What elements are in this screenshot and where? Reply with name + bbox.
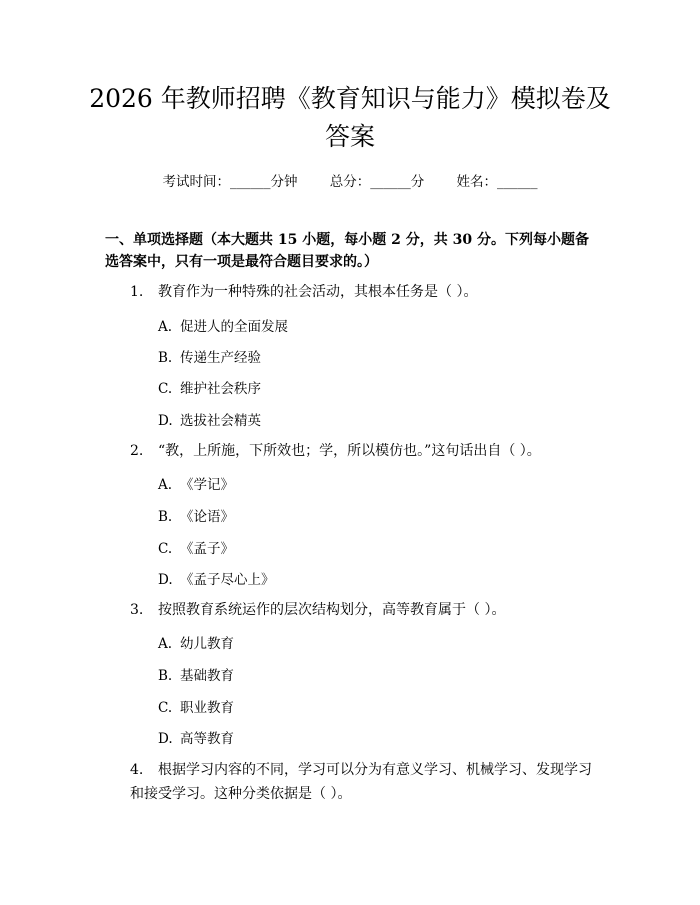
- exam-meta: [0, 170, 700, 190]
- option-text: 高等教育: [180, 731, 234, 747]
- option-2b[interactable]: [158, 505, 234, 525]
- student-name-field: 姓名：______: [456, 174, 538, 190]
- option-1b[interactable]: [158, 346, 261, 366]
- question-3: [130, 598, 600, 622]
- option-text: 幼儿教育: [180, 636, 234, 652]
- option-text: 《学记》: [180, 477, 234, 493]
- option-1a[interactable]: [158, 315, 288, 335]
- option-letter: C.: [158, 381, 173, 397]
- question-1: [130, 280, 600, 304]
- option-text: 传递生产经验: [180, 350, 261, 366]
- question-number: 2.: [130, 443, 144, 459]
- option-letter: A.: [158, 636, 173, 652]
- option-letter: B.: [158, 668, 173, 684]
- option-letter: D.: [158, 413, 173, 429]
- option-text: 《孟子尽心上》: [180, 572, 275, 588]
- option-letter: B.: [158, 509, 173, 525]
- option-3c[interactable]: [158, 696, 234, 716]
- question-number: 1.: [130, 284, 144, 300]
- option-text: 维护社会秩序: [180, 381, 261, 397]
- option-text: 职业教育: [180, 700, 234, 716]
- option-3a[interactable]: [158, 632, 234, 652]
- section-heading: 一、单项选择题（本大题共 15 小题，每小题 2 分，共 30 分。下列每小题备选答案中，只有一项是最符合题目要求的。）: [105, 232, 589, 270]
- option-letter: A.: [158, 319, 173, 335]
- option-2c[interactable]: [158, 537, 234, 557]
- question-2: [130, 439, 600, 463]
- question-text: “教，上所施，下所效也；学，所以模仿也。”这句话出自（ ）。: [158, 443, 541, 459]
- option-3d[interactable]: [158, 727, 234, 747]
- option-text: 促进人的全面发展: [180, 319, 288, 335]
- question-number: 4.: [130, 762, 144, 778]
- option-letter: D.: [158, 731, 173, 747]
- total-score-field: 总分：______分: [329, 174, 425, 190]
- option-3b[interactable]: [158, 664, 234, 684]
- option-letter: D.: [158, 572, 173, 588]
- option-2d[interactable]: [158, 568, 275, 588]
- option-text: 《孟子》: [180, 541, 234, 557]
- document-title: 2026 年教师招聘《教育知识与能力》模拟卷及答案: [89, 84, 611, 151]
- option-1d[interactable]: [158, 409, 261, 429]
- question-text: 按照教育系统运作的层次结构划分，高等教育属于（ ）。: [158, 602, 506, 618]
- option-2a[interactable]: [158, 473, 234, 493]
- option-letter: C.: [158, 541, 173, 557]
- option-text: 基础教育: [180, 668, 234, 684]
- option-text: 选拔社会精英: [180, 413, 261, 429]
- question-4: [130, 758, 600, 806]
- question-number: 3.: [130, 602, 144, 618]
- option-1c[interactable]: [158, 377, 261, 397]
- exam-time-field: 考试时间：______分钟: [162, 174, 298, 190]
- question-text: 根据学习内容的不同，学习可以分为有意义学习、机械学习、发现学习和接受学习。这种分类依据是（ ）。: [130, 762, 592, 802]
- option-letter: A.: [158, 477, 173, 493]
- option-letter: C.: [158, 700, 173, 716]
- option-text: 《论语》: [180, 509, 234, 525]
- option-letter: B.: [158, 350, 173, 366]
- question-text: 教育作为一种特殊的社会活动，其根本任务是（ ）。: [158, 284, 478, 300]
